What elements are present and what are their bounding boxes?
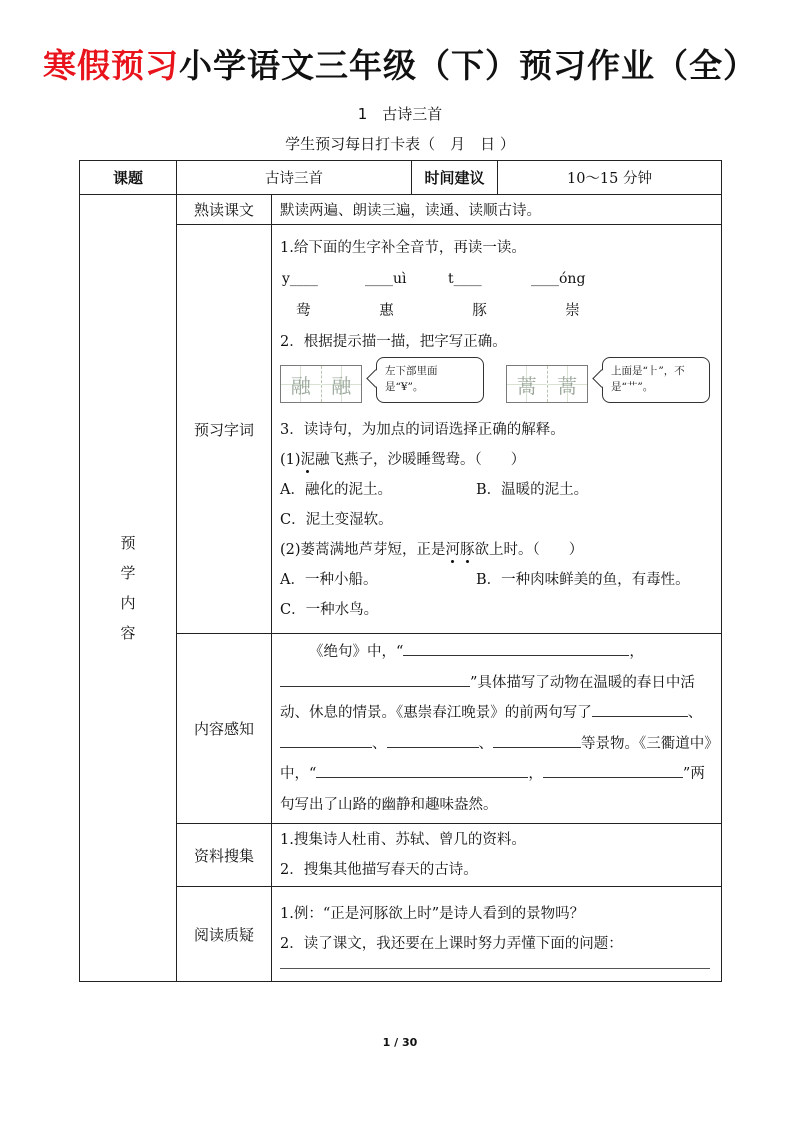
vocab-row [80, 225, 722, 634]
text-segment: ”具体描写了动物在温暖的春日中活动、休息的情景。《惠崇春江晚景》的前两句写了 [280, 674, 695, 721]
sub-question-2 [280, 535, 713, 565]
text-segment: 、 [372, 735, 387, 752]
pinyin-blank: y____ [282, 271, 318, 287]
pinyin-blank: t____ [448, 271, 482, 287]
perception-label: 内容感知 [177, 634, 272, 824]
text-segment: 《绝句》中，“ [309, 644, 404, 660]
text-segment: ， [528, 766, 543, 782]
title-rest: 小学语文三年级（下）预习作业（全） [179, 46, 757, 85]
new-char: 豚 [472, 303, 487, 319]
section-char: 容 [120, 624, 136, 642]
answer-blank[interactable] [403, 639, 629, 656]
vocab-q2: 2．根据提示描一描，把字写正确。 [280, 334, 507, 350]
text-segment: 、 [478, 735, 493, 752]
pinyin-blank: ____uì [365, 271, 407, 287]
answer-blank[interactable] [493, 731, 581, 748]
answer-blank[interactable] [280, 670, 470, 687]
sub1-rest: 融飞燕子，沙暖睡鸳鸯。（ ） [315, 452, 526, 468]
answer-blank[interactable] [387, 731, 479, 748]
page-number: 1 / 30 [382, 1036, 418, 1049]
answer-blank[interactable] [543, 761, 683, 778]
perception-paragraph [280, 637, 713, 820]
pinyin-blank: ____óng [531, 271, 586, 287]
preview-table [79, 160, 722, 982]
topic-label: 课题 [80, 161, 177, 195]
hint-bubble: 上面是“⺊”，不是“艹”。 [602, 357, 710, 403]
trace-box [280, 365, 362, 403]
questions-label: 阅读质疑 [177, 887, 272, 982]
option-c: C．一种水鸟。 [280, 602, 379, 618]
sub1-prefix: (1) [280, 452, 301, 468]
answer-blank[interactable] [316, 761, 528, 778]
dotted-char: 河 [445, 542, 461, 558]
page-title [0, 40, 800, 87]
trace-char: 融 [322, 366, 362, 402]
questions-item: 1.例：“正是河豚欲上时”是诗人看到的景物吗？ [280, 906, 585, 922]
section-label [80, 195, 177, 982]
materials-item: 1.搜集诗人杜甫、苏轼、曾几的资料。 [280, 832, 526, 848]
trace-char: 蒿 [507, 366, 548, 402]
dotted-char: 泥 [300, 452, 316, 468]
new-char: 惠 [379, 303, 394, 319]
trace-char: 融 [281, 366, 322, 402]
reading-row [80, 195, 722, 225]
text-segment: ， [629, 644, 644, 660]
sub1-options [280, 475, 713, 505]
section-char: 预 [120, 534, 136, 552]
option-b: B．一种肉味鲜美的鱼，有毒性。 [476, 572, 690, 588]
section-char: 内 [120, 594, 136, 612]
option-a: A．一种小船。 [280, 572, 378, 588]
vocab-q3: 3．读诗句，为加点的词语选择正确的解释。 [280, 422, 565, 438]
dotted-char: 豚 [460, 542, 475, 558]
answer-line[interactable] [280, 967, 710, 969]
materials-content [272, 824, 722, 887]
section-char: 学 [120, 564, 136, 582]
char-row [280, 295, 713, 327]
pinyin-row [280, 263, 713, 295]
materials-item: 2．搜集其他描写春天的古诗。 [280, 862, 478, 878]
sub2-rest: 欲上时。（ ） [474, 542, 584, 558]
time-label: 时间建议 [412, 161, 498, 195]
answer-blank[interactable] [280, 731, 372, 748]
header-row [80, 161, 722, 195]
text-segment: 、 [687, 705, 703, 721]
hint-bubble: 左下部里面是“¥”。 [376, 357, 484, 403]
vocab-label: 预习字词 [177, 225, 272, 634]
questions-content [272, 887, 722, 982]
reading-text: 默读两遍、朗读三遍，读通、读顺古诗。 [272, 195, 722, 225]
text-segment: 等景物。《三衢道中》中，“ [280, 735, 712, 782]
vocab-q1: 1.给下面的生字补全音节，再读一读。 [280, 240, 526, 256]
sub2-prefix: (2)蒌蒿满地芦芽短，正是 [280, 542, 446, 558]
reading-label: 熟读课文 [177, 195, 272, 225]
trace-char: 蒿 [548, 366, 588, 402]
questions-row [80, 887, 722, 982]
title-highlight: 寒假预习 [43, 46, 179, 85]
perception-row [80, 634, 722, 824]
option-c: C．泥土变湿软。 [280, 512, 393, 528]
option-a: A．融化的泥土。 [280, 482, 392, 498]
topic-value: 古诗三首 [177, 161, 412, 195]
new-char: 崇 [565, 303, 580, 319]
vocab-content [272, 225, 722, 634]
questions-item: 2．读了课文，我还要在上课时努力弄懂下面的问题： [280, 936, 623, 952]
sub2-options [280, 565, 713, 595]
time-value: 10～15 分钟 [498, 161, 722, 195]
checkin-heading: 学生预习每日打卡表（ 月 日 ） [285, 135, 515, 153]
trace-box [506, 365, 588, 403]
trace-row [280, 357, 713, 415]
sub-question-1 [280, 445, 713, 475]
new-char: 鸯 [296, 303, 311, 319]
answer-blank[interactable] [592, 700, 688, 717]
text-segment: ”两句写出了山路的幽静和趣味盎然。 [280, 766, 705, 813]
materials-label: 资料搜集 [177, 824, 272, 887]
lesson-heading: 1 古诗三首 [357, 105, 443, 123]
materials-row [80, 824, 722, 887]
option-b: B．温暖的泥土。 [476, 482, 589, 498]
perception-content [272, 634, 722, 824]
